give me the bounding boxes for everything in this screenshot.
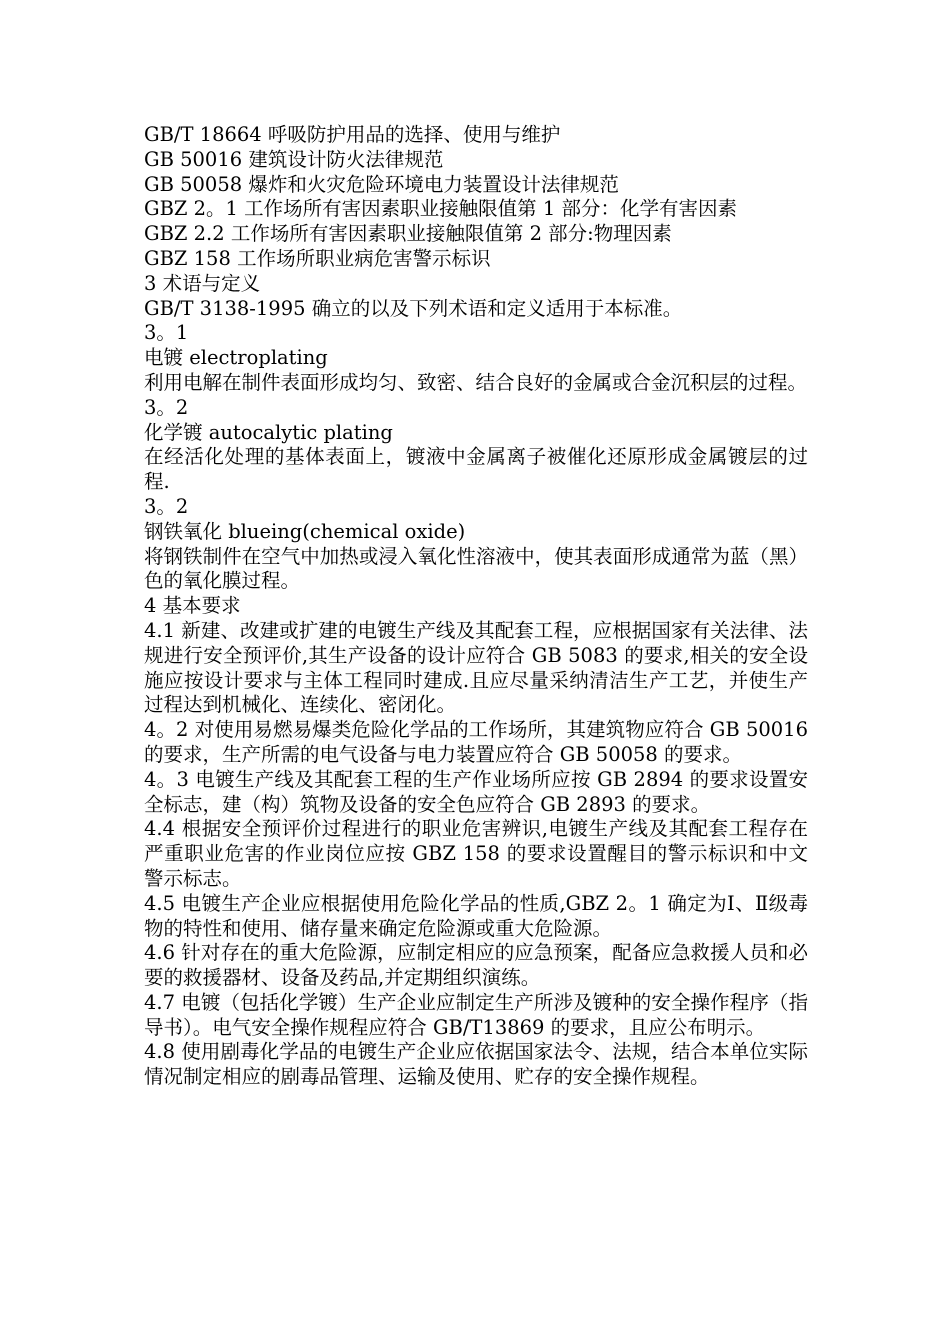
term-autocalytic-plating: 化学镀 autocalytic plating (144, 420, 393, 444)
standard-ref-gbt18664: GB/T 18664 呼吸防护用品的选择、使用与维护 (144, 123, 561, 146)
term-electroplating-definition: 利用电解在制件表面形成均匀、致密、结合良好的金属或合金沉积层的过程。 (144, 370, 808, 394)
section-heading-basic-requirements: 4 基本要求 (144, 594, 241, 618)
standard-ref-gbz2-2: GBZ 2.2 工作场所有害因素职业接触限值第 2 部分:物理因素 (144, 222, 672, 246)
term-number-3-1: 3。1 (144, 321, 189, 345)
clause-4-2: 4。2 对使用易燃易爆类危险化学品的工作场所，其建筑物应符合 GB 50016 的要求，生产所需的电气设备与电力装置应符合 GB 50058 的要求。 (144, 718, 808, 766)
term-number-3-2-b: 3。2 (144, 494, 189, 518)
clause-4-4: 4.4 根据安全预评价过程进行的职业危害辨识,电镀生产线及其配套工程存在严重职业危害的作业岗位应按 GBZ 158 的要求设置醒目的警示标识和中文警示标志。 (144, 817, 808, 890)
standard-ref-gbz2-1: GBZ 2。1 工作场所有害因素职业接触限值第 1 部分：化学有害因素 (144, 197, 737, 221)
term-electroplating: 电镀 electroplating (144, 346, 328, 370)
term-number-3-2: 3。2 (144, 395, 189, 419)
clause-4-6: 4.6 针对存在的重大危险源，应制定相应的应急预案，配备应急救援人员和必要的救援器材、设备及药品,并定期组织演练。 (144, 941, 808, 990)
clause-4-3: 4。3 电镀生产线及其配套工程的生产作业场所应按 GB 2894 的要求设置安全标志，建（构）筑物及设备的安全色应符合 GB 2893 的要求。 (144, 767, 808, 816)
terms-intro: GB/T 3138-1995 确立的以及下列术语和定义适用于本标准。 (144, 296, 683, 320)
term-blueing-definition: 将钢铁制件在空气中加热或浸入氧化性溶液中，使其表面形成通常为蓝（黑）色的氧化膜过程。 (144, 544, 808, 593)
section-heading-terms: 3 术语与定义 (144, 271, 261, 295)
term-autocalytic-definition: 在经活化处理的基体表面上，镀液中金属离子被催化还原形成金属镀层的过程. (144, 445, 808, 494)
standard-ref-gb50016: GB 50016 建筑设计防火法律规范 (144, 147, 444, 171)
term-blueing: 钢铁氧化 blueing(chemical oxide) (144, 519, 466, 543)
standard-ref-gb50058: GB 50058 爆炸和火灾危险环境电力装置设计法律规范 (144, 172, 619, 196)
clause-4-1: 4.1 新建、改建或扩建的电镀生产线及其配套工程，应根据国家有关法律、法规进行安全预评价,其生产设备的设计应符合 GB 5083 的要求,相关的安全设施应按设计要求与主体工程同时建成.且应尽量采纳清洁生产工艺，并使生产过程达到机械化、连续化、密闭化。 (144, 618, 808, 717)
clause-4-5: 4.5 电镀生产企业应根据使用危险化学品的性质,GBZ 2。1 确定为Ⅰ、Ⅱ级毒物的特性和使用、储存量来确定危险源或重大危险源。 (144, 891, 808, 940)
clause-4-8: 4.8 使用剧毒化学品的电镀生产企业应依据国家法令、法规，结合本单位实际情况制定相应的剧毒品管理、运输及使用、贮存的安全操作规程。 (144, 1040, 808, 1089)
clause-4-7: 4.7 电镀（包括化学镀）生产企业应制定生产所涉及镀种的安全操作程序（指导书）。电气安全操作规程应符合 GB/T13869 的要求，且应公布明示。 (144, 990, 808, 1039)
document-page (144, 123, 808, 1090)
standard-ref-gbz158: GBZ 158 工作场所职业病危害警示标识 (144, 246, 491, 270)
